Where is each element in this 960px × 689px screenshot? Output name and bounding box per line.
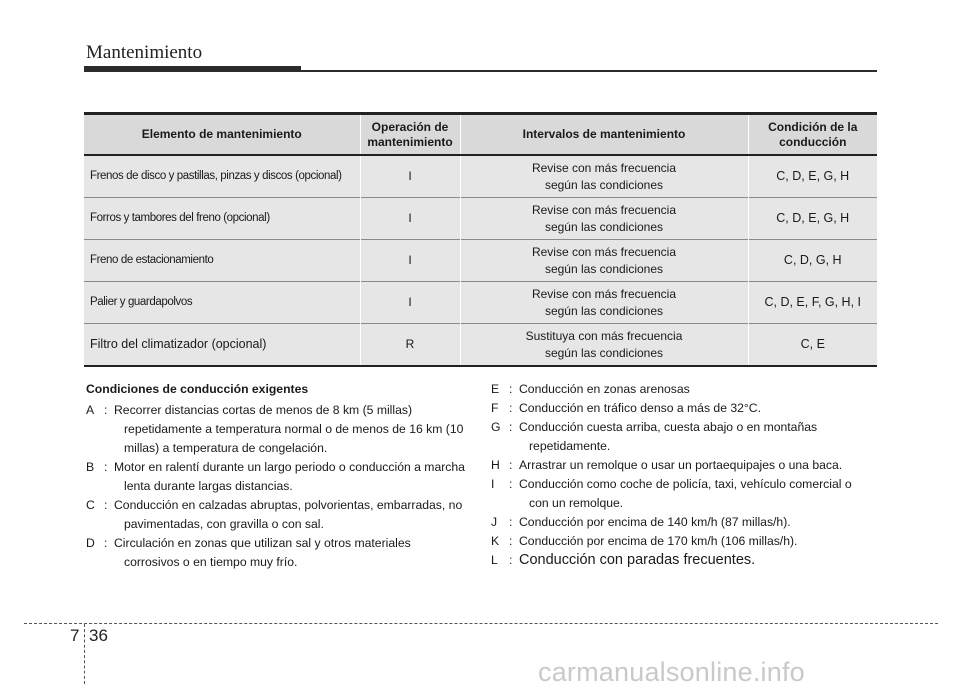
condition-item: L : Conducción con paradas frecuentes. — [491, 552, 756, 568]
page-title: Mantenimiento — [86, 42, 203, 63]
table-header-row — [84, 114, 877, 156]
condition-item: H : Arrastrar un remolque o usar un portaequipajes o una baca. — [491, 458, 843, 472]
cell-condition: C, E — [748, 324, 877, 367]
condition-item: F : Conducción en tráfico denso a más de 32°C. — [491, 401, 761, 415]
header-rule — [301, 70, 877, 72]
cell-element: Palier y guardapolvos — [84, 282, 360, 324]
cell-interval: Sustituya con más frecuencia según las condiciones — [460, 324, 748, 367]
cell-element: Freno de estacionamiento — [84, 240, 360, 282]
conditions-heading: Condiciones de conducción exigentes — [86, 382, 309, 396]
cell-condition: C, D, E, G, H — [748, 155, 877, 198]
chapter-number: 7 — [70, 626, 80, 645]
header-element: Elemento de mantenimiento — [84, 114, 360, 156]
cell-interval: Revise con más frecuencia según las condiciones — [460, 240, 748, 282]
condition-item: A : Recorrer distancias cortas de menos de 8 km (5 millas) repetidamente a temperatura normal o de menos de 16 km (10 millas) a temperatura de congelación. — [86, 403, 464, 455]
conditions-right-column — [491, 380, 881, 570]
cell-element: Forros y tambores del freno (opcional) — [84, 198, 360, 240]
condition-item: G : Conducción cuesta arriba, cuesta abajo o en montañas repetidamente. — [491, 420, 818, 453]
condition-item: K : Conducción por encima de 170 km/h (106 millas/h). — [491, 534, 798, 548]
cell-operation: I — [360, 282, 460, 324]
header-condition: Condición de la conducción — [748, 114, 877, 156]
table-row — [84, 198, 877, 240]
footer-rule — [24, 623, 938, 624]
header-interval: Intervalos de mantenimiento — [460, 114, 748, 156]
cell-operation: R — [360, 324, 460, 367]
cell-interval: Revise con más frecuencia según las condiciones — [460, 198, 748, 240]
cell-interval: Revise con más frecuencia según las condiciones — [460, 155, 748, 198]
cell-interval: Revise con más frecuencia según las condiciones — [460, 282, 748, 324]
maintenance-table — [84, 112, 877, 367]
page-number: 36 — [89, 626, 108, 645]
condition-item: C : Conducción en calzadas abruptas, polvorientas, embarradas, no pavimentadas, con gravilla o con sal. — [86, 498, 463, 531]
table-row — [84, 282, 877, 324]
condition-item: I : Conducción como coche de policía, taxi, vehículo comercial o con un remolque. — [491, 477, 852, 510]
header-bar — [84, 66, 301, 72]
footer-divider — [84, 624, 85, 684]
cell-element: Filtro del climatizador (opcional) — [84, 324, 360, 367]
condition-item: D : Circulación en zonas que utilizan sal y otros materiales corrosivos o en tiempo muy frío. — [86, 536, 411, 569]
table-row — [84, 324, 877, 367]
cell-element: Frenos de disco y pastillas, pinzas y discos (opcional) — [84, 155, 360, 198]
cell-condition: C, D, E, F, G, H, I — [748, 282, 877, 324]
condition-item: E : Conducción en zonas arenosas — [491, 382, 690, 396]
condition-item: B : Motor en ralentí durante un largo periodo o conducción a marcha lenta durante largas distancias. — [86, 460, 465, 493]
cell-operation: I — [360, 240, 460, 282]
header-operation: Operación de mantenimiento — [360, 114, 460, 156]
watermark-logo: carmanualsonline.info — [538, 657, 805, 687]
cell-condition: C, D, E, G, H — [748, 198, 877, 240]
cell-condition: C, D, G, H — [748, 240, 877, 282]
conditions-left-column — [86, 380, 471, 572]
cell-operation: I — [360, 198, 460, 240]
condition-item: J : Conducción por encima de 140 km/h (87 millas/h). — [491, 515, 791, 529]
table-row — [84, 240, 877, 282]
table-row — [84, 155, 877, 198]
cell-operation: I — [360, 155, 460, 198]
